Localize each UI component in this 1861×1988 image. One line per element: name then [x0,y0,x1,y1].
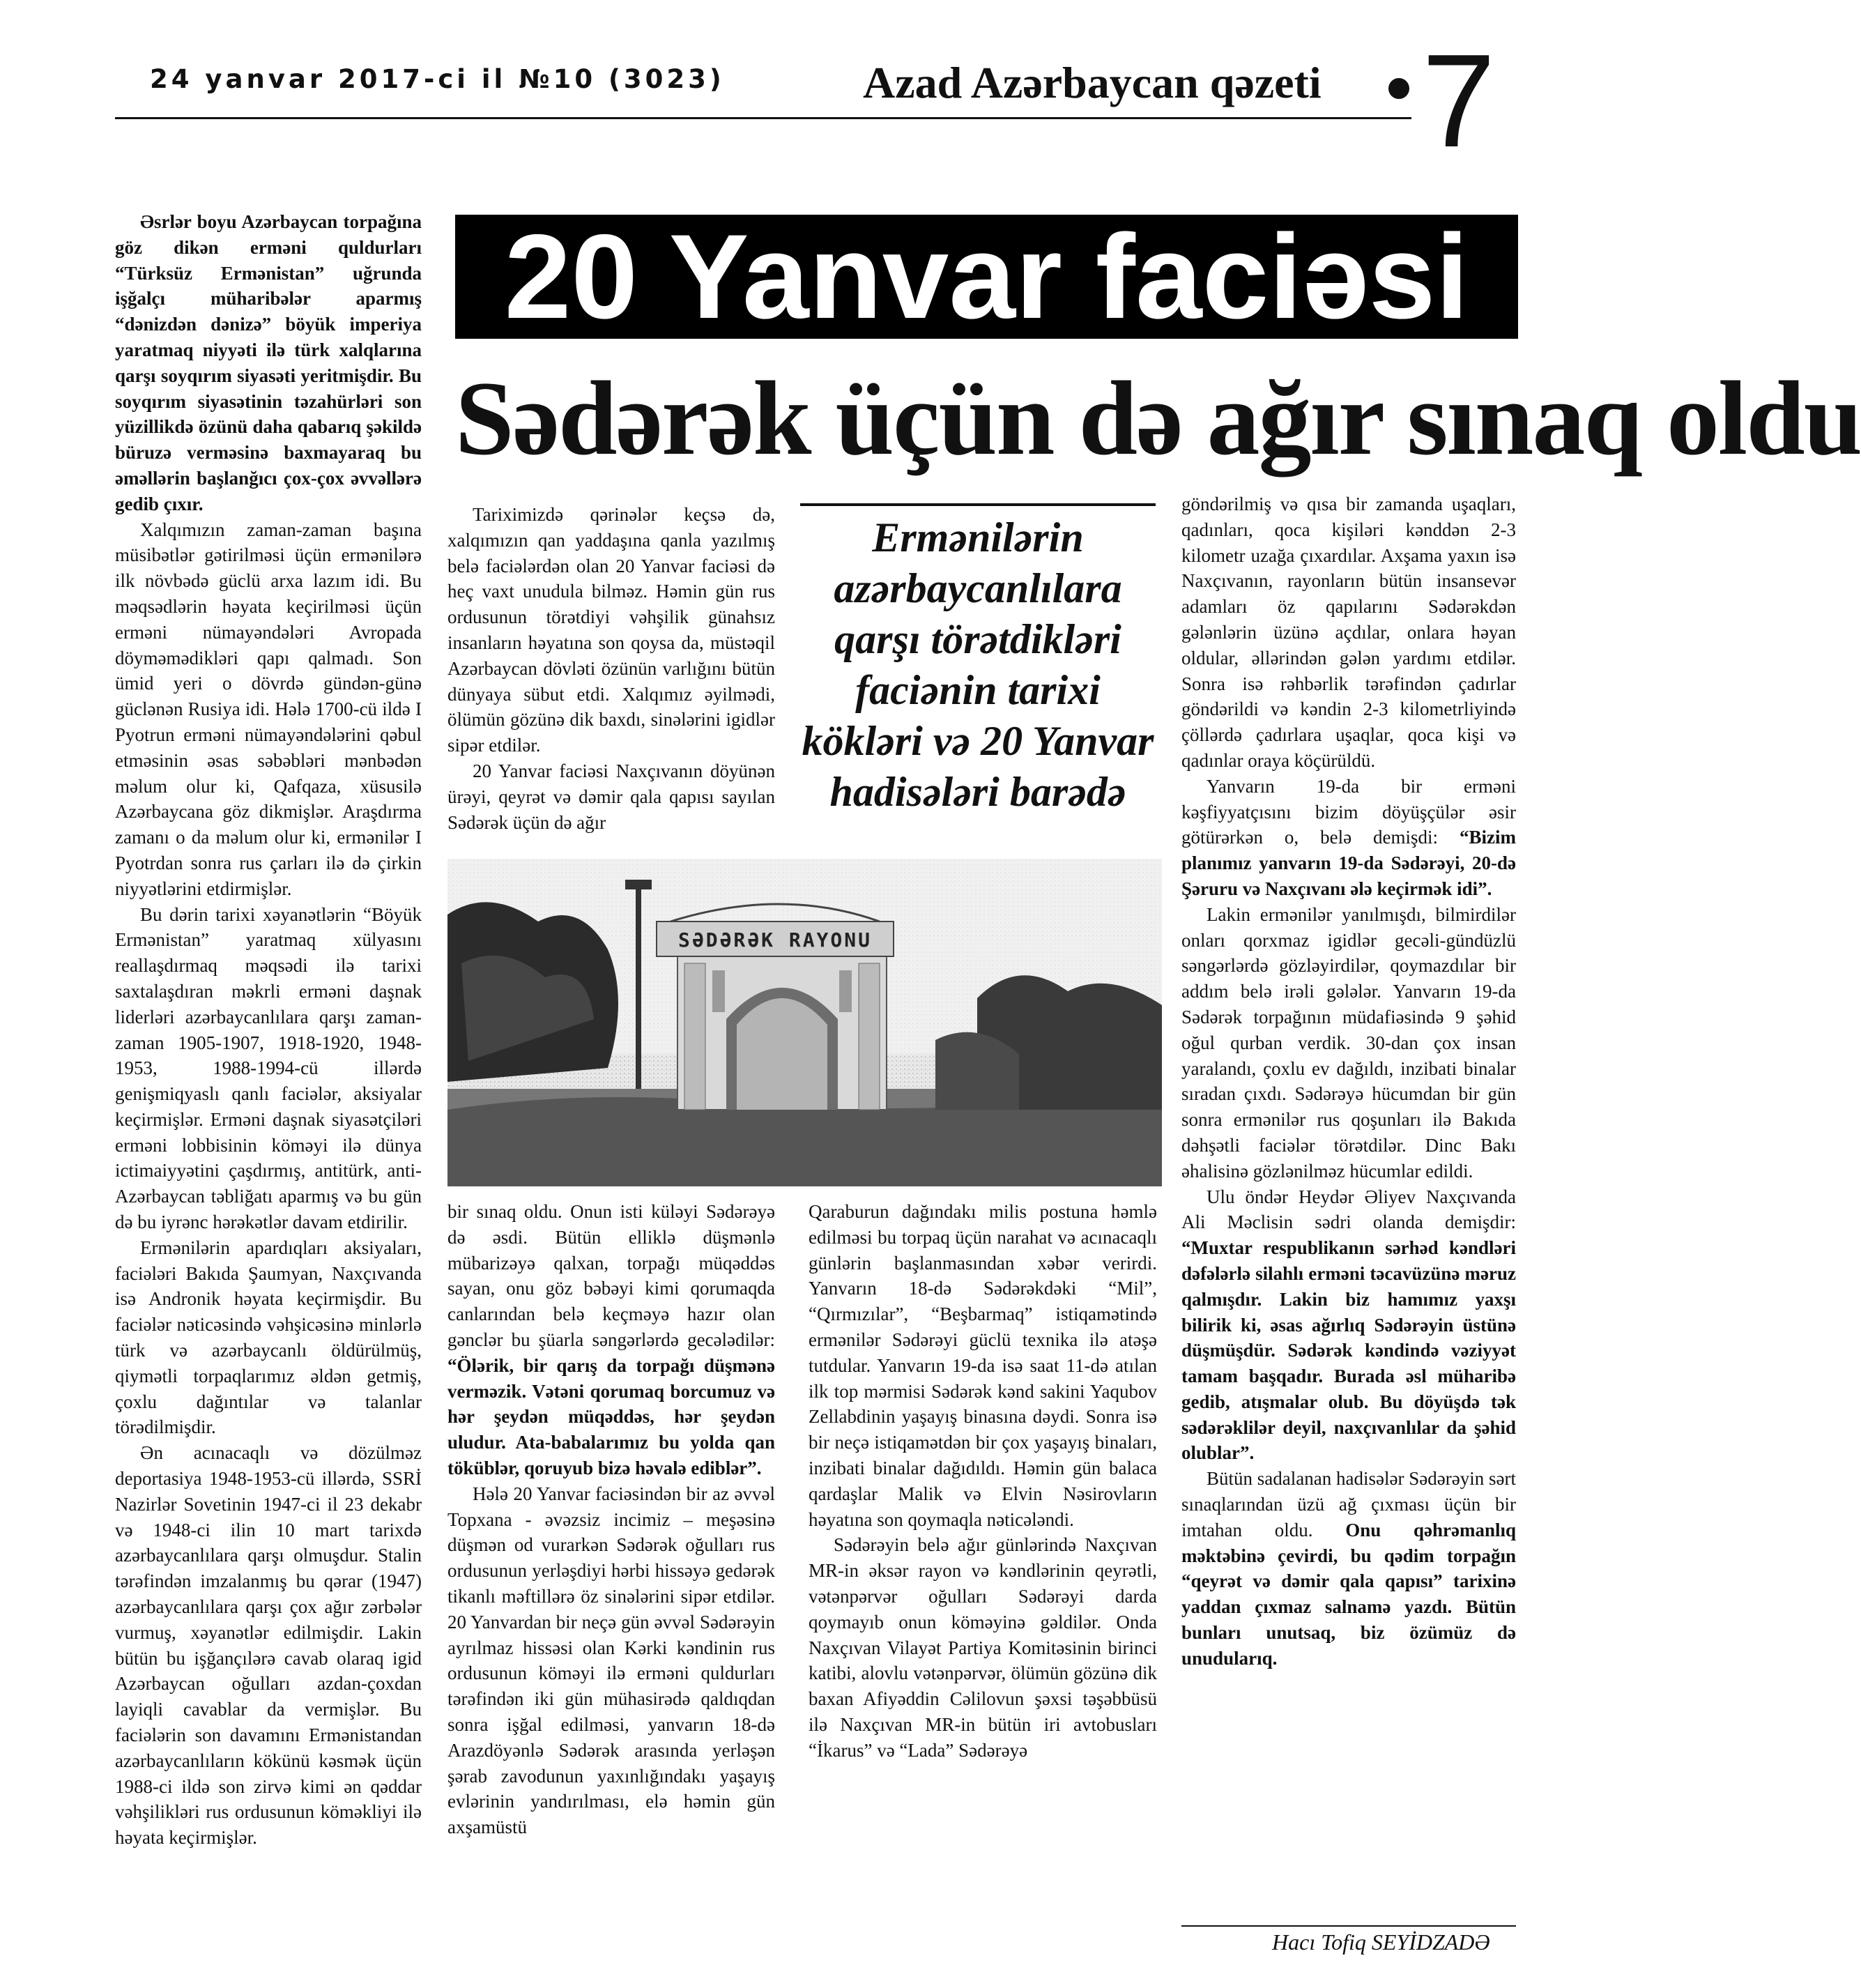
paragraph: Lakin ermənilər yanılmışdı, bilmirdilər onları qorxmaz igidlər gecəli-gündüzlü səngərlərdə gözləyirdilər, qoymazdılar bir addım belə irəli gələlər. Yanvarın 19-da Sədərək torpağının müdafiəsində 9 şəhid oğul qurban verdik. 30-dan çox insan yaralandı, çoxlu ev dağıldı, inzibati binalar sıradan çıxdı. Sədərəyə hücumdan bir gün sonra ermənilər rus qoşunları ilə Bakıda dəhşətli faciələr törətdilər. Dinc Bakı əhalisinə gözlənilməz hücumlar edildi. [1181,903,1516,1182]
column-2-bottom [447,1199,775,1840]
text-run: bir sınaq oldu. Onun isti küləyi Sədərəyə də əsdi. Bütün elliklə düşmənlə mübarizəyə qalxan, torpağı müqəddəs sayan, onu göz bəbəyi kimi qorumaqda canlarından belə keçməyə hazır olan gənclər bu şüarla səngərlərdə gecələdilər: [447,1201,775,1350]
pull-quote-rule [800,503,1156,506]
author-signature: Hacı Tofiq SEYİDZADƏ [1272,1929,1490,1955]
photo-sign-text: SƏDƏRƏK RAYONU [677,928,872,951]
paragraph: Ən acınacaqlı və dözülməz deportasiya 1948-1953-cü illərdə, SSRİ Nazirlər Sovetinin 1947-ci il 23 dekabr və 1948-ci ilin 10 mart tarixdə azərbaycanlılara qarşı olmuşdur. Stalin tərəfindən imzalanmış bu qərar (1947) azərbaycanlılara qarşı çox ağır zərbələr vurmuş, xəyanətlər edilmişdir. Lakin bütün bu işğançılərə cavab olaraq igid Azərbaycan oğulları azdan-çoxdan layiqli cavablar da vermişlər. Bu faciələrin son davamını Ermənistandan azərbaycanlıların kökünü kəsmək üçün 1988-ci ildə son zirvə kimi ən qəddar vəhşilikləri rus ordusunun köməkliyi ilə həyata keçirmişlər. [115,1442,422,1849]
paragraph: göndərilmiş və qısa bir zamanda uşaqları, qadınları, qoca kişiləri kənddən 2-3 kilometr uzağa çıxardılar. Axşama yaxın isə Naxçıvanın, rayonların bütün insansevər adamları öz qapılarını Sədərəkdən gələnlərin üzünə açdılar, onlara həyan oldular, əllərindən gələn yardımı etdilər. Sonra isə rəhbərlik tərəfindən çadırlar göndərildi və kəndin 2-3 kilometrliyində çöllərdə çadırlara uşaqlar, qoca kişi və qadınlar oraya köçürüldü. [1181,494,1516,771]
subheadline: Sədərək üçün də ağır sınaq oldu [455,360,1861,477]
bullet-dot-icon [1388,78,1409,99]
bold-quote: “Bizim planımız yanvarın 19-da Sədərəyi, 20-də Şəruru və Naxçıvanı ələ keçirmək idi”. [1181,827,1516,899]
paragraph: 20 Yanvar faciəsi Naxçıvanın döyünən ürəyi, qeyrət və dəmir qala qapısı sayılan Sədərək üçün də ağır [447,760,775,833]
paragraph [1181,1184,1516,1467]
paragraph [1181,774,1516,902]
bold-quote: “Muxtar respublikanın sərhəd kəndləri dəfələrlə silahlı erməni təcavüzünə məruz qalmışdır. Lakin biz hamımız yaxşı bilirik ki, əsas ağırlıq Sədərəyin üstünə düşmüşdür. Sədərək kəndində vəziyyət tamam başqadır. Burada əsl müharibə gedib, atışmalar olub. Bu döyüşdə tək sədərəklilər deyil, naxçıvanlılar da şəhid olublar”. [1181,1237,1516,1464]
text-run: Yanvarın 19-da bir erməni kəşfiyyatçısını bizim döyüşçülər əsir götürərkən o, belə demişdi: [1181,775,1516,848]
text-run: Bütün sadalanan hadisələr Sədərəyin sərt sınaqlarından üzü ağ çıxması üçün bir imtahan oldu. [1181,1468,1516,1540]
signature-rule [1181,1925,1516,1927]
gate-illustration [447,859,1162,1186]
text-run: Ulu öndər Heydər Əliyev Naxçıvanda Ali Məclisin sədri olanda demişdir: [1181,1186,1516,1233]
paragraph: Xalqımızın zaman-zaman başına müsibətlər gətirilməsi üçün ermənilərə ilk növbədə güclü arxa lazım idi. Bu məqsədlərin həyata keçirilməsi üçün erməni nümayəndələri Avropada döyməmədikləri qapı qalmadı. Son ümid yeri o dövrdə gündən-günə güclənən Rusiya idi. Hələ 1700-cü ildə I Pyotrun erməni nümayəndələrini qəbul etməsinin əsas səbəbləri mənbədən məlum olur ki, Qafqaza, xüsusilə Azərbaycana göz dikmişlər. Araşdırma zamanı o da məlum olur ki, ermənilər I Pyotrdan sonra rus çarları ilə də çirkin niyyətlərini etdirmişlər. [115,519,422,899]
pull-quote: Ermənilərin azərbaycanlılara qarşı törətdikləri faciənin tarixi kökləri və 20 Yanvar hadisələri barədə [802,514,1154,815]
issue-date: 24 yanvar 2017-ci il №10 (3023) [150,64,725,94]
paragraph: Ermənilərin apardıqları aksiyaları, faciələri Bakıda Şaumyan, Naxçıvanda isə Andronik həyata keçirmişdir. Bu faciələr nəticəsində vəhşicəsinə minlərlə türk və azərbaycanlı öldürülmüş, qiymətli torpaqlarımız əldən getmiş, çoxlu dağıntılar və talanlar törədilmişdir. [115,1237,422,1438]
page-number: 7 [1422,27,1496,175]
paragraph [1181,1466,1516,1671]
newspaper-name: Azad Azərbaycan qəzeti [863,58,1322,107]
paragraph: Bu dərin tarixi xəyanətlərin “Böyük Ermənistan” yaratmaq xülyasını reallaşdırmaq məqsədi ilə tarixi saxtalaşdıran məkrli erməni daşnak liderləri azərbaycanlılara qarşı zaman-zaman 1905-1907, 1918-1920, 1948-1953, 1988-1994-cü illərdə genişmiqyaslı qanlı faciələr, aksiyalar keçirmişlər. Erməni daşnak siyasətçiləri erməni lobbisinin köməyi ilə dünya ictimaiyyətini çaşdırmış, antitürk, anti-Azərbaycan təbliğatı aparmış və bu gün də bu iyrənc hərəkətlər davam etdirilir. [115,903,422,1233]
column-3-bottom [809,1199,1157,1764]
bold-quote: “Ölərik, bir qarış da torpağı düşmənə verməzik. Vətəni qorumaq borcumuz və hər şeydən müqəddəs, hər şeydən uludur. Ata-babalarımız bu yolda qan töküblər, qoruyub bizə həvalə ediblər”. [447,1354,775,1478]
paragraph [447,1199,775,1481]
column-1 [115,209,422,1851]
paragraph: Sədərəyin belə ağır günlərində Naxçıvan MR-in əksər rayon və kəndlərinin qeyrətli, vətənpərvər oğulları Sədərəyi darda qoymayıb onun köməyinə gəldilər. Onda Naxçıvan Vilayət Partiya Komitəsinin birinci katibi, alovlu vətənpərvər, ölümün gözünə dik baxan Afiyəddin Cəlilovun şəxsi təşəbbüsü ilə Naxçıvan MR-in bütün iri avtobusları “İkarus” və “Lada” Sədərəyə [809,1534,1157,1761]
paragraph: Hələ 20 Yanvar faciəsindən bir az əvvəl Topxana - əvəzsiz incimiz – meşəsinə düşmən od vurarkən Sədərək oğulları rus ordusunun yerləşdiyi hərbi hissəyə gedərək tikanlı məftillərə öz sinələrini sipər etdilər. 20 Yanvardan bir neçə gün əvvəl Sədərəyin ayrılmaz hissəsi olan Kərki kəndinin rus ordusunun köməyi ilə erməni quldurları tərəfindən iki gün mühasirədə qaldıqdan sonra işğal edilməsi, yanvarın 18-də Arazdöyənlə Sədərək arasında yerləşən şərab zavodunun yaxınlığındakı yaşayış evlərinin yandırılması, elə həmin gün axşamüstü [447,1483,775,1838]
column-2-top [447,502,775,835]
column-4 [1181,491,1516,1672]
headline: 20 Yanvar faciəsi [455,215,1518,339]
paragraph: Qaraburun dağındakı milis postuna həmlə edilməsi bu torpaq üçün narahat və acınacaqlı günlərin başlanmasından xəbər verirdi. Yanvarın 18-də Sədərəkdəki “Mil”, “Qırmızılar”, “Beşbarmaq” istiqamətində ermənilər Sədərəyi güclü texnika ilə atəşə tutdular. Yanvarın 19-da isə saat 11-də atılan ilk top mərmisi Sədərək kənd sakini Yaqubov Zellabdinin yaşayış binasına dəydi. Sonra isə bir neçə istiqamətdən bir çox yaşayış binaları, inzibati binalar dağıdıldı. Həmin gün balaca qardaşlar Malik və Elvin Nəsirovların həyatına son qoymaqla nəticələndi. [809,1201,1157,1530]
photo-sadarak-gate [447,859,1162,1186]
bold-text: Onu qəhrəmanlıq məktəbinə çevirdi, bu qədim torpağın “qeyrət və dəmir qala qapısı” tarixinə yaddan çıxmaz salnamə yazdı. Bütün bunları unutsaq, biz özümüz də unudularıq. [1181,1519,1516,1669]
header-rule [115,117,1411,119]
paragraph: Tariximizdə qərinələr keçsə də, xalqımızın qan yaddaşına qanla yazılmış belə faciələrdən olan 20 Yanvar faciəsi də heç vaxt unudula bilməz. Həmin gün rus ordusunun törətdiyi vəhşilik günahsız insanların həyatına son qoysa da, müstəqil Azərbaycan dövləti özünün varlığını bütün dünyaya sübut etdi. Xalqımız əyilmədi, ölümün gözünə dik baxdı, sinələrini igidlər sipər etdilər. [447,504,775,756]
lead-paragraph: Əsrlər boyu Azərbaycan torpağına göz dikən erməni quldurları “Türksüz Ermənistan” uğrunda işğalçı müharibələr aparmış “dənizdən dənizə” böyük imperiya yaratmaq niyyəti ilə türk xalqlarına qarşı soyqırım siyasəti yeritmişdir. Bu soyqırım siyasətinin təzahürləri son yüzillikdə özünü daha qabarıq şəkildə büruzə verməsinə baxmayaraq bu əməllərin başlanğıcı çox-çox əvvəllərə gedib çıxır. [115,211,422,514]
